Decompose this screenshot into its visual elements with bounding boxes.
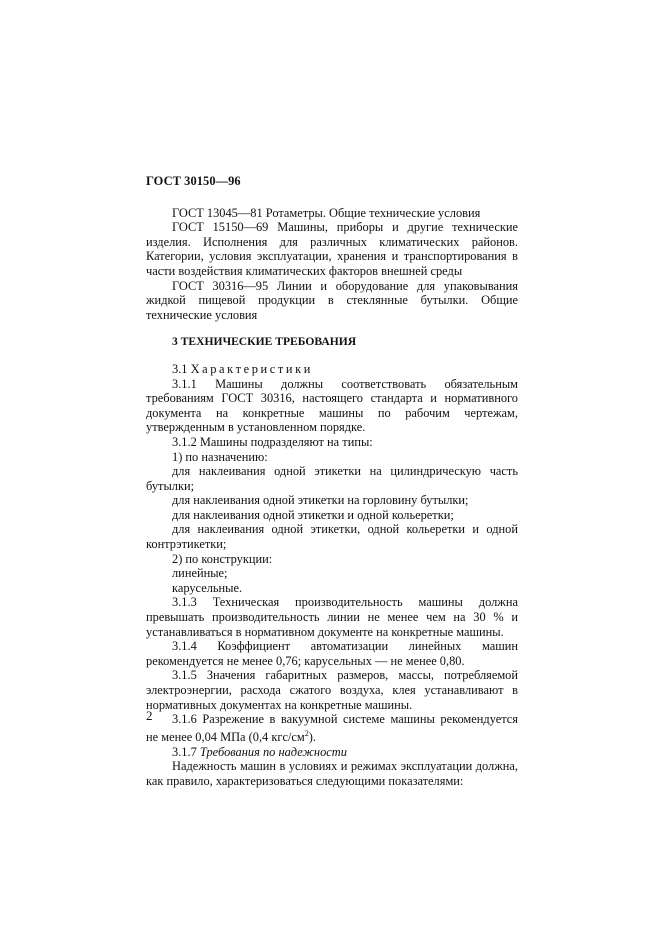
subsection-heading-3-1-7	[146, 745, 518, 760]
subsection-number: 3.1	[172, 361, 188, 376]
subsection-number: 3.1.7	[172, 744, 197, 759]
paragraph-3-1-6	[146, 712, 518, 744]
paragraph-3-1-7: Надежность машин в условиях и режимах эксплуатации должна, как правило, характеризоваться следующими показателями:	[146, 759, 518, 788]
list-heading-purpose: 1) по назначению:	[172, 449, 268, 464]
list-item: линейные;	[172, 566, 228, 581]
list-item: для наклеивания одной этикетки на горловину бутылки;	[172, 493, 469, 508]
superscript: 2	[304, 728, 309, 738]
list-item: для наклеивания одной этикетки на цилиндрическую часть бутылки;	[146, 464, 518, 493]
document-page	[146, 174, 518, 788]
reference-item: ГОСТ 15150—69 Машины, приборы и другие технические изделия. Исполнения для различных климатических районов. Категории, условия эксплуатации, хранения и транспортирования в части воздействия климатических факторов внешней среды	[146, 220, 518, 278]
list-item: для наклеивания одной этикетки, одной кольеретки и одной контрэтикетки;	[146, 522, 518, 552]
paragraph-3-1-2: 3.1.2 Машины подразделяют на типы:	[172, 434, 373, 449]
paragraph-3-1-3: 3.1.3 Техническая производительность машины должна превышать производительность линии не менее чем на 30 % и устанавливаться в нормативном документе на конкретные машины.	[146, 595, 518, 639]
paragraph-text: 3.1.6 Разрежение в вакуумной системе машины рекомендуется не менее 0,04 МПа (0,4 кгс/см	[146, 712, 518, 744]
paragraph-text-end: ).	[308, 729, 316, 744]
list-item: карусельные.	[172, 580, 243, 595]
paragraph-3-1-4: 3.1.4 Коэффициент автоматизации линейных машин рекомендуется не менее 0,76; карусельных — не менее 0,80.	[146, 639, 518, 668]
list-item: для наклеивания одной этикетки и одной кольеретки;	[172, 507, 454, 522]
paragraph-3-1-1: 3.1.1 Машины должны соответствовать обязательным требованиям ГОСТ 30316, настоящего стандарта и нормативного документа на конкретные машины по рабочим чертежам, утвержденным в установленном порядке.	[146, 376, 518, 435]
document-header: ГОСТ 30150—96	[146, 174, 241, 188]
subsection-heading-3-1	[146, 362, 518, 377]
section-title: 3 ТЕХНИЧЕСКИЕ ТРЕБОВАНИЯ	[172, 335, 357, 349]
list-heading-construction: 2) по конструкции:	[172, 551, 273, 566]
subsection-label: Требования по надежности	[199, 744, 347, 759]
paragraph-3-1-5: 3.1.5 Значения габаритных размеров, массы, потребляемой электроэнергии, расхода сжатого воздуха, клея устанавливают в нормативных документах на конкретные машины.	[146, 668, 518, 712]
subsection-label: Характеристики	[190, 361, 313, 376]
reference-item: ГОСТ 30316—95 Линии и оборудование для упаковывания жидкой пищевой продукции в стеклянные бутылки. Общие технические условия	[146, 278, 518, 322]
reference-item: ГОСТ 13045—81 Ротаметры. Общие технические условия	[172, 205, 481, 220]
page-number: 2	[146, 708, 153, 723]
